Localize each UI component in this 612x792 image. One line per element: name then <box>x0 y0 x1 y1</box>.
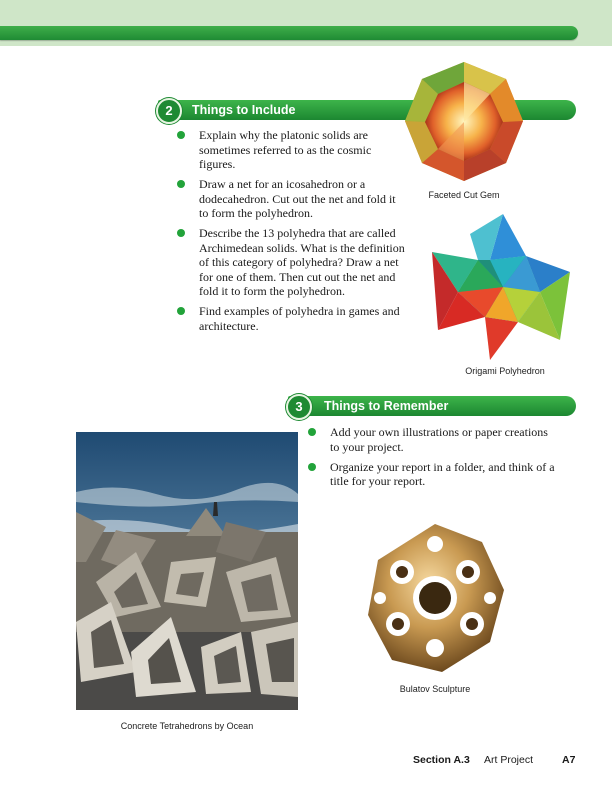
bullet-icon <box>308 463 316 471</box>
bullet-icon <box>177 131 185 139</box>
list-item: Explain why the platonic solids are sometimes referred to as the cosmic figures. <box>175 128 405 172</box>
section-2-number: 2 <box>156 98 182 124</box>
origami-polyhedron-photo <box>430 212 576 362</box>
list-item: Organize your report in a folder, and think of a title for your report. <box>306 460 556 489</box>
bullet-icon <box>177 229 185 237</box>
concrete-tetrahedrons-photo <box>76 432 298 710</box>
faceted-gem-photo <box>402 60 526 184</box>
footer-section: Section A.3 <box>413 754 470 766</box>
footer-project: Art Project <box>484 754 534 766</box>
section-3-number: 3 <box>286 394 312 420</box>
bullet-icon <box>308 428 316 436</box>
bulatov-caption: Bulatov Sculpture <box>399 684 471 694</box>
bulatov-sculpture-photo <box>362 520 508 676</box>
gem-caption: Faceted Cut Gem <box>428 190 500 200</box>
page-number: A7 <box>562 754 576 766</box>
section-3-title: Things to Remember <box>324 399 449 413</box>
section-2-title: Things to Include <box>192 103 296 117</box>
list-item: Add your own illustrations or paper creations to your project. <box>306 425 556 454</box>
tetrahedrons-caption: Concrete Tetrahedrons by Ocean <box>120 721 254 731</box>
section-2-bullet-list <box>175 128 405 339</box>
list-item: Find examples of polyhedra in games and architecture. <box>175 304 405 333</box>
origami-caption: Origami Polyhedron <box>465 366 545 376</box>
list-item: Describe the 13 polyhedra that are called Archimedean solids. What is the definition of this category of polyhedra? Draw a net for one of them. Then cut out the net and fold it to form the polyhedron. <box>175 226 405 299</box>
list-item: Draw a net for an icosahedron or a dodecahedron. Cut out the net and fold it to form the polyhedron. <box>175 177 405 221</box>
section-3-bullet-list <box>306 425 556 494</box>
bullet-icon <box>177 180 185 188</box>
header-bar <box>0 26 578 40</box>
bullet-icon <box>177 307 185 315</box>
section-3-header <box>288 396 576 416</box>
